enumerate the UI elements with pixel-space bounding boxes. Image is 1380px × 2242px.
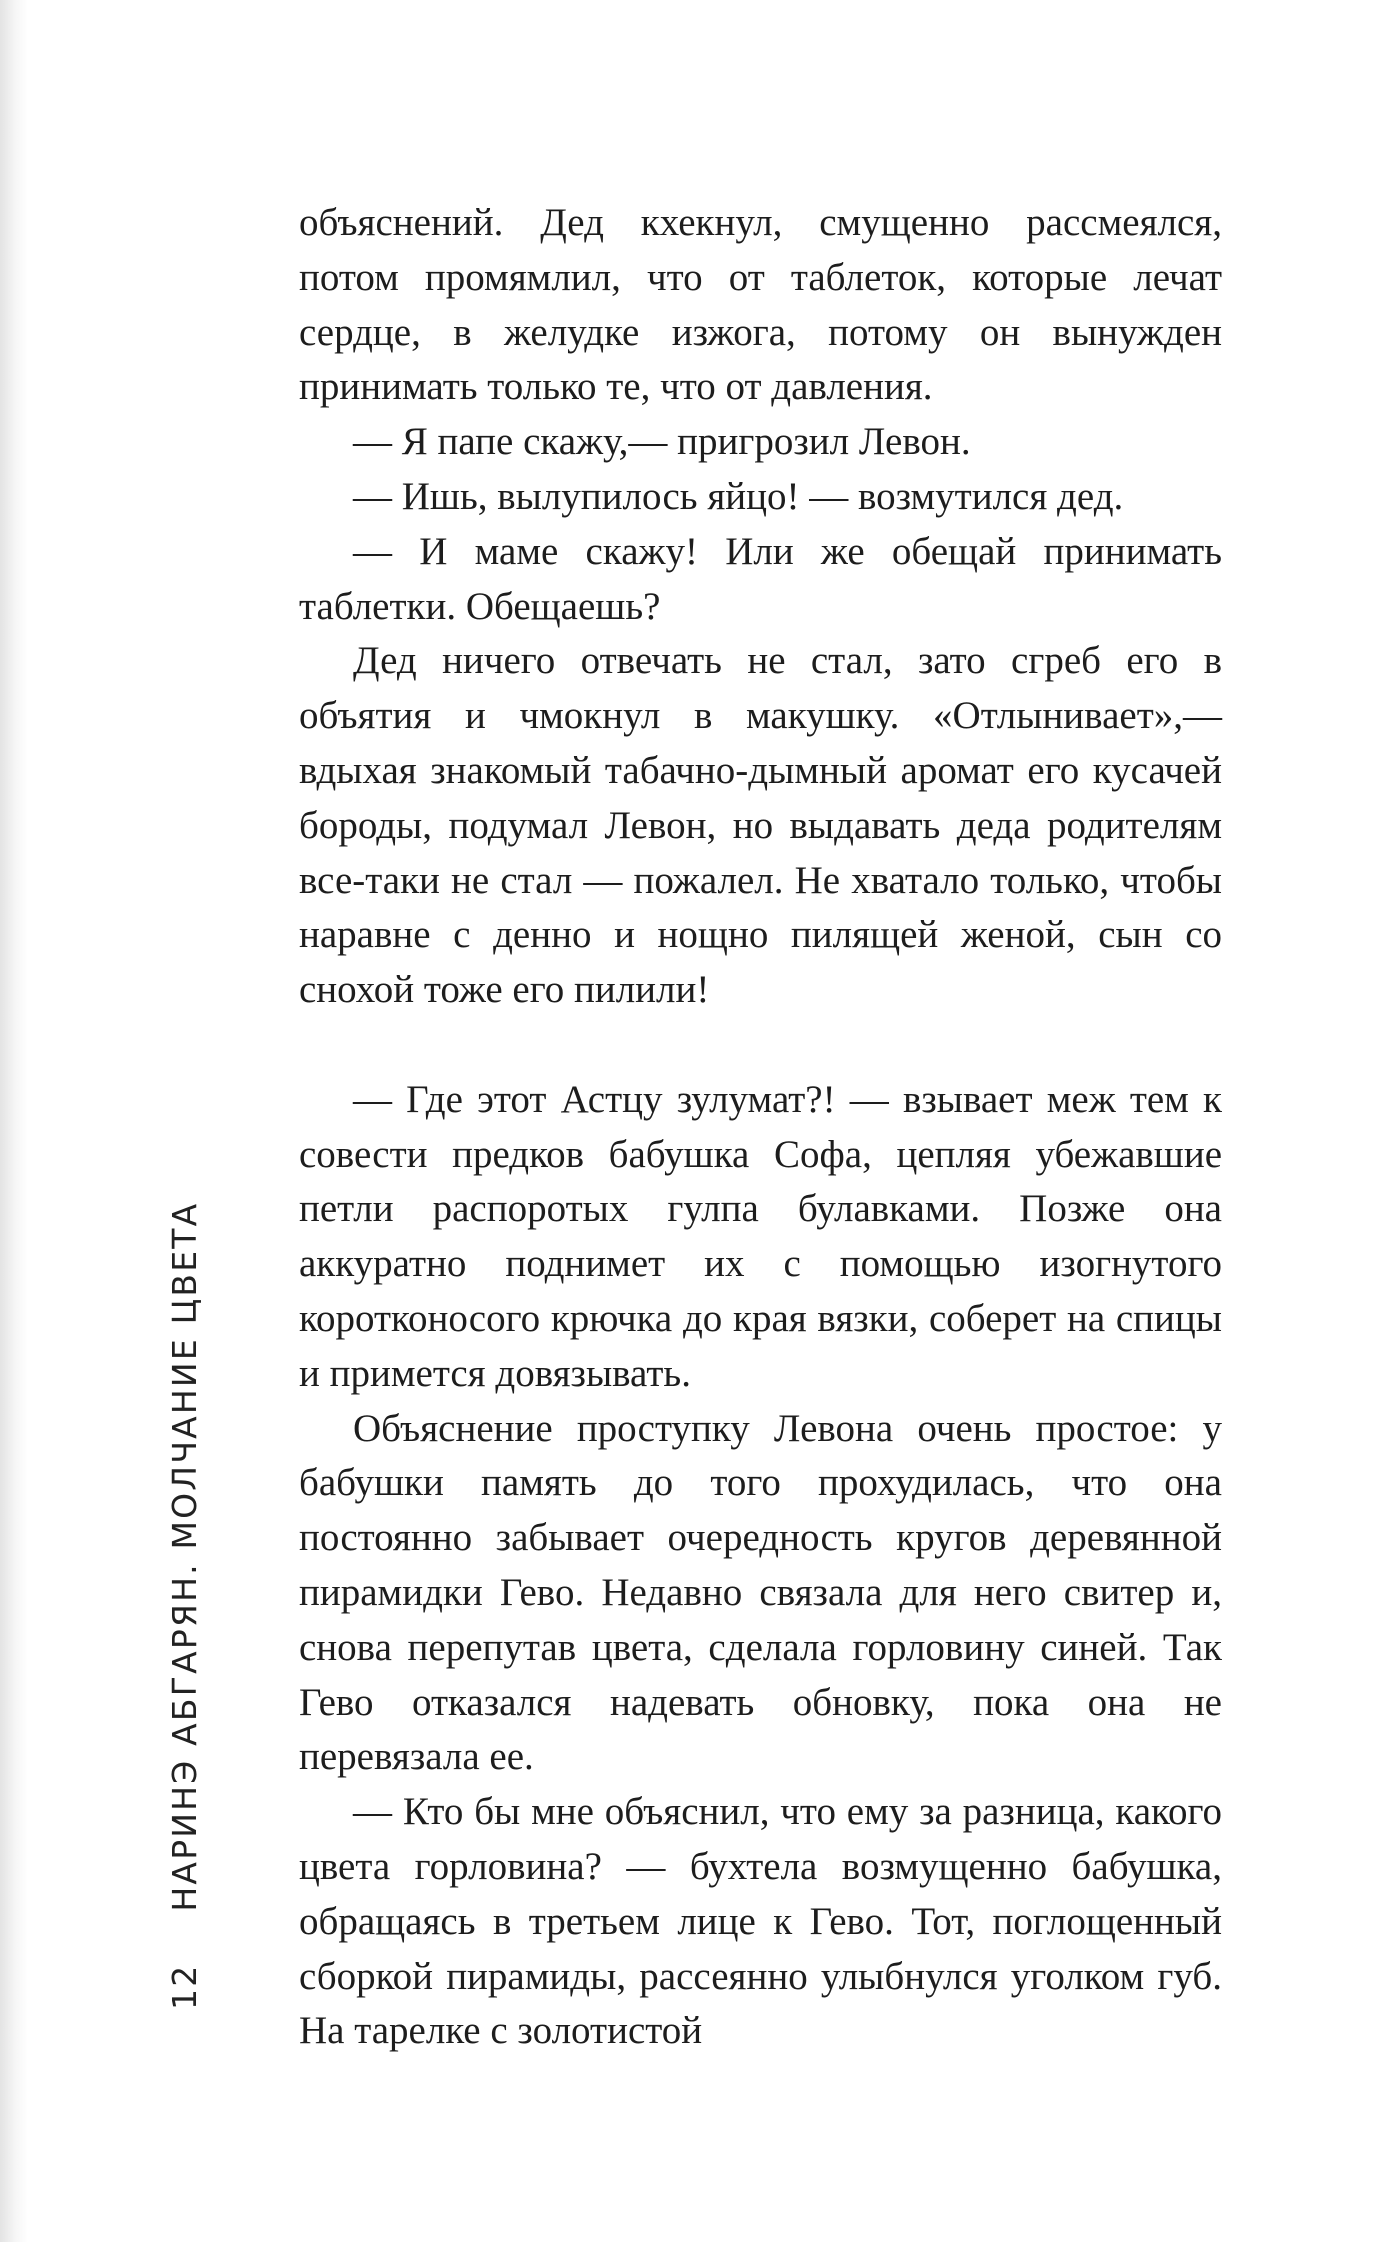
paragraph: — Где этот Астцу зулумат?! — взывает меж тем к совести предков бабушка Софа, цепляя убежавшие петли распоротых гулпа булавками. Позже она аккуратно поднимет их с помощью изогнутого коротконосого крючка до края вязки, соберет на спицы и примется довязывать. xyxy=(299,1077,1222,1395)
page-edge-shadow xyxy=(0,0,28,2242)
paragraph: Дед ничего отвечать не стал, зато сгреб его в объятия и чмокнул в макушку. «Отлынивает»,— вдыхая знакомый табачно-дымный аромат его кусачей бороды, подумал Левон, но выдавать деда родителям все-таки не стал — пожалел. Не хватало только, чтобы наравне с денно и нощно пилящей женой, сын со снохой тоже его пилили! xyxy=(299,639,1222,1012)
paragraph: — И маме скажу! Или же обещай принимать таблетки. Обещаешь? xyxy=(299,529,1222,628)
paragraph: Объяснение проступку Левона очень простое: у бабушки память до того прохудилась, что она постоянно забывает очередность кругов деревянной пирамидки Гево. Недавно связала для него свитер и, снова перепутав цвета, сделала горловину синей. Так Гево отказался надевать обновку, пока она не перевязала ее. xyxy=(299,1406,1222,1779)
paragraph: — Ишь, вылупилось яйцо! — возмутился дед. xyxy=(353,474,1124,518)
running-head xyxy=(165,1202,204,2010)
page-number: 12 xyxy=(165,1963,204,2010)
paragraph: — Кто бы мне объяснил, что ему за разница, какого цвета горловина? — бухтела возмущенно бабушка, обращаясь в третьем лице к Гево. Тот, поглощенный сборкой пирамиды, рассеянно улыбнулся уголком губ. На тарелке с золотистой xyxy=(299,1790,1222,2053)
book-title: НАРИНЭ АБГАРЯН. МОЛЧАНИЕ ЦВЕТА xyxy=(165,1201,204,1912)
paragraph: объяснений. Дед кхекнул, смущенно рассмеялся, потом промямлил, что от таблеток, которые лечат сердце, в желудке изжога, потому он вынужден принимать только те, что от давления. xyxy=(299,201,1222,409)
body-text xyxy=(299,196,1222,2059)
paragraph: — Я папе скажу,— пригрозил Левон. xyxy=(353,420,971,464)
